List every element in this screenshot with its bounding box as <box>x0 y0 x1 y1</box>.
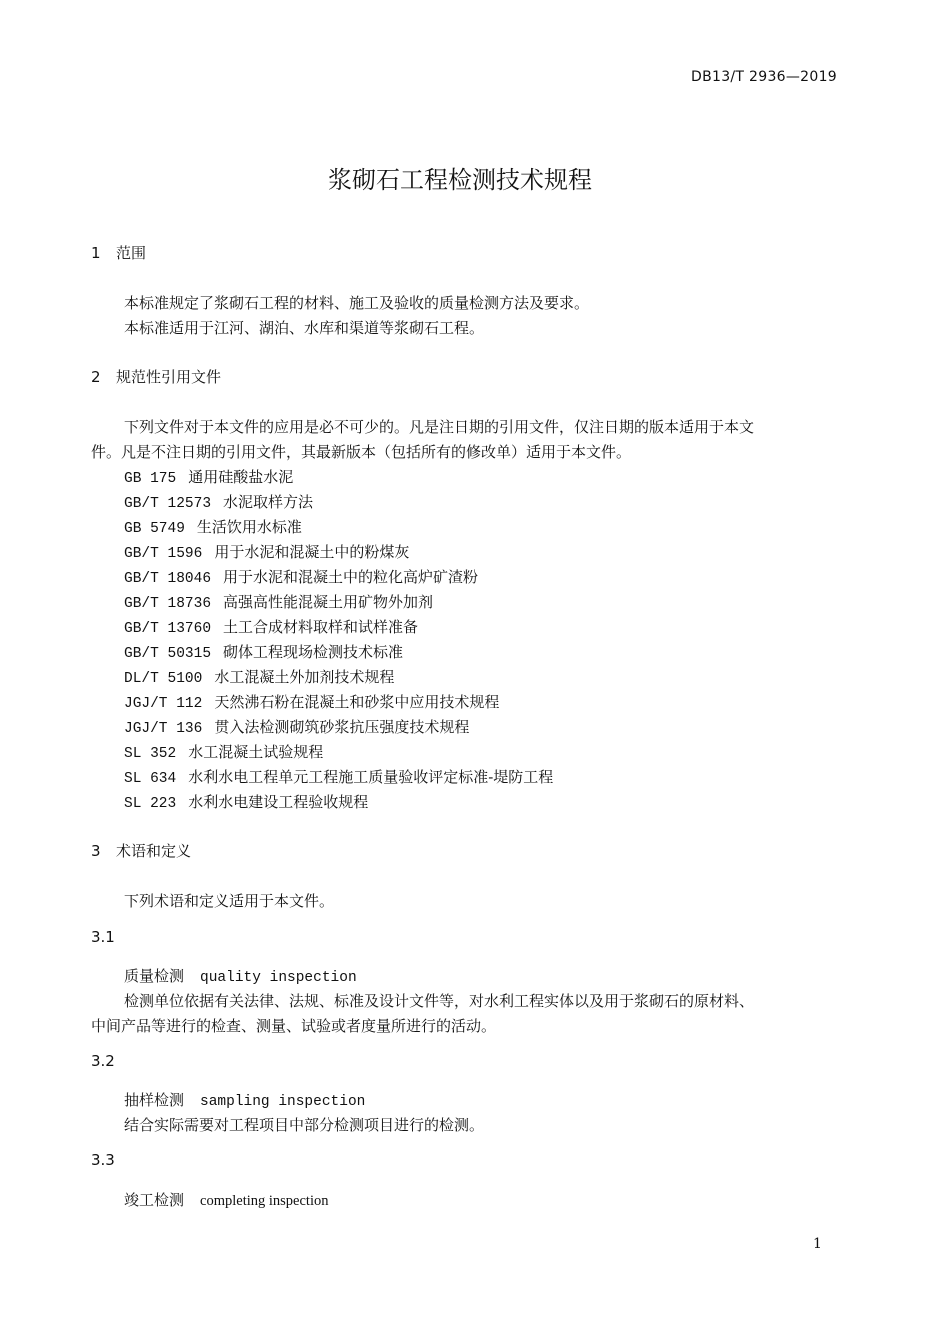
reference-code: DL/T 5100 <box>124 671 203 687</box>
reference-item <box>124 466 293 487</box>
reference-item <box>124 641 403 662</box>
term-definition: 检测单位依据有关法律、法规、标准及设计文件等，对水利工程实体以及用于浆砌石的原材料、 <box>124 992 755 1010</box>
reference-name: 贯入法检测砌筑砂浆抗压强度技术规程 <box>214 718 470 736</box>
section-1-number: 1 <box>91 244 101 262</box>
page-number: 1 <box>813 1236 822 1252</box>
term-entry <box>124 1189 328 1210</box>
section-3-heading <box>91 840 191 861</box>
section-2-intro: 下列文件对于本文件的应用是必不可少的。凡是注日期的引用文件，仅注日期的版本适用于本文 <box>124 418 755 436</box>
reference-name: 用于水泥和混凝土中的粉煤灰 <box>214 543 410 561</box>
reference-code: GB/T 1596 <box>124 546 203 562</box>
term-entry <box>124 965 357 986</box>
section-1-title: 范围 <box>116 244 147 262</box>
reference-item <box>124 716 469 737</box>
reference-code: GB 175 <box>124 471 177 487</box>
section-3-intro: 下列术语和定义适用于本文件。 <box>124 892 335 910</box>
section-1-paragraph: 本标准规定了浆砌石工程的材料、施工及验收的质量检测方法及要求。 <box>124 294 590 312</box>
reference-code: GB/T 12573 <box>124 496 212 512</box>
reference-code: SL 223 <box>124 796 177 812</box>
reference-name: 砌体工程现场检测技术标准 <box>223 643 404 661</box>
document-number: DB13/T 2936—2019 <box>691 69 837 85</box>
reference-item <box>124 541 409 562</box>
reference-item <box>124 766 553 787</box>
term-english: completing inspection <box>200 1193 329 1209</box>
term-chinese: 质量检测 <box>124 967 185 985</box>
reference-name: 通用硅酸盐水泥 <box>188 468 294 486</box>
reference-name: 高强高性能混凝土用矿物外加剂 <box>223 593 434 611</box>
term-chinese: 抽样检测 <box>124 1091 185 1109</box>
reference-item <box>124 741 323 762</box>
reference-code: JGJ/T 112 <box>124 696 203 712</box>
reference-item <box>124 616 418 637</box>
reference-item <box>124 666 394 687</box>
reference-name: 土工合成材料取样和试样准备 <box>223 618 419 636</box>
reference-name: 水工混凝土外加剂技术规程 <box>214 668 395 686</box>
term-english: sampling inspection <box>200 1094 366 1110</box>
reference-name: 水利水电建设工程验收规程 <box>188 793 369 811</box>
term-chinese: 竣工检测 <box>124 1191 185 1209</box>
section-1-heading <box>91 242 146 263</box>
reference-code: GB 5749 <box>124 521 185 537</box>
reference-name: 用于水泥和混凝土中的粒化高炉矿渣粉 <box>223 568 479 586</box>
reference-name: 天然沸石粉在混凝土和砂浆中应用技术规程 <box>214 693 500 711</box>
term-definition-continued: 中间产品等进行的检查、测量、试验或者度量所进行的活动。 <box>91 1017 497 1035</box>
section-3-title: 术语和定义 <box>116 842 192 860</box>
reference-code: SL 352 <box>124 746 177 762</box>
term-english: quality inspection <box>200 970 357 986</box>
reference-item <box>124 566 478 587</box>
reference-code: JGJ/T 136 <box>124 721 203 737</box>
section-3-number: 3 <box>91 842 101 860</box>
reference-code: SL 634 <box>124 771 177 787</box>
reference-name: 生活饮用水标准 <box>196 518 302 536</box>
clause-number: 3.1 <box>91 928 115 946</box>
reference-item <box>124 491 313 512</box>
section-2-title: 规范性引用文件 <box>116 368 222 386</box>
reference-item <box>124 591 433 612</box>
reference-item <box>124 516 302 537</box>
reference-name: 水利水电工程单元工程施工质量验收评定标准-堤防工程 <box>188 768 554 786</box>
clause-number: 3.2 <box>91 1052 115 1070</box>
reference-code: GB/T 13760 <box>124 621 212 637</box>
term-entry <box>124 1089 365 1110</box>
reference-item <box>124 691 499 712</box>
section-2-number: 2 <box>91 368 101 386</box>
reference-code: GB/T 18736 <box>124 596 212 612</box>
section-2-intro-continued: 件。凡是不注日期的引用文件，其最新版本（包括所有的修改单）适用于本文件。 <box>91 443 632 461</box>
reference-name: 水泥取样方法 <box>223 493 314 511</box>
reference-code: GB/T 18046 <box>124 571 212 587</box>
document-title: 浆砌石工程检测技术规程 <box>328 166 592 194</box>
reference-name: 水工混凝土试验规程 <box>188 743 324 761</box>
clause-number: 3.3 <box>91 1151 115 1169</box>
term-definition: 结合实际需要对工程项目中部分检测项目进行的检测。 <box>124 1116 485 1134</box>
section-1-paragraph: 本标准适用于江河、湖泊、水库和渠道等浆砌石工程。 <box>124 319 485 337</box>
reference-code: GB/T 50315 <box>124 646 212 662</box>
reference-item <box>124 791 368 812</box>
section-2-heading <box>91 366 221 387</box>
